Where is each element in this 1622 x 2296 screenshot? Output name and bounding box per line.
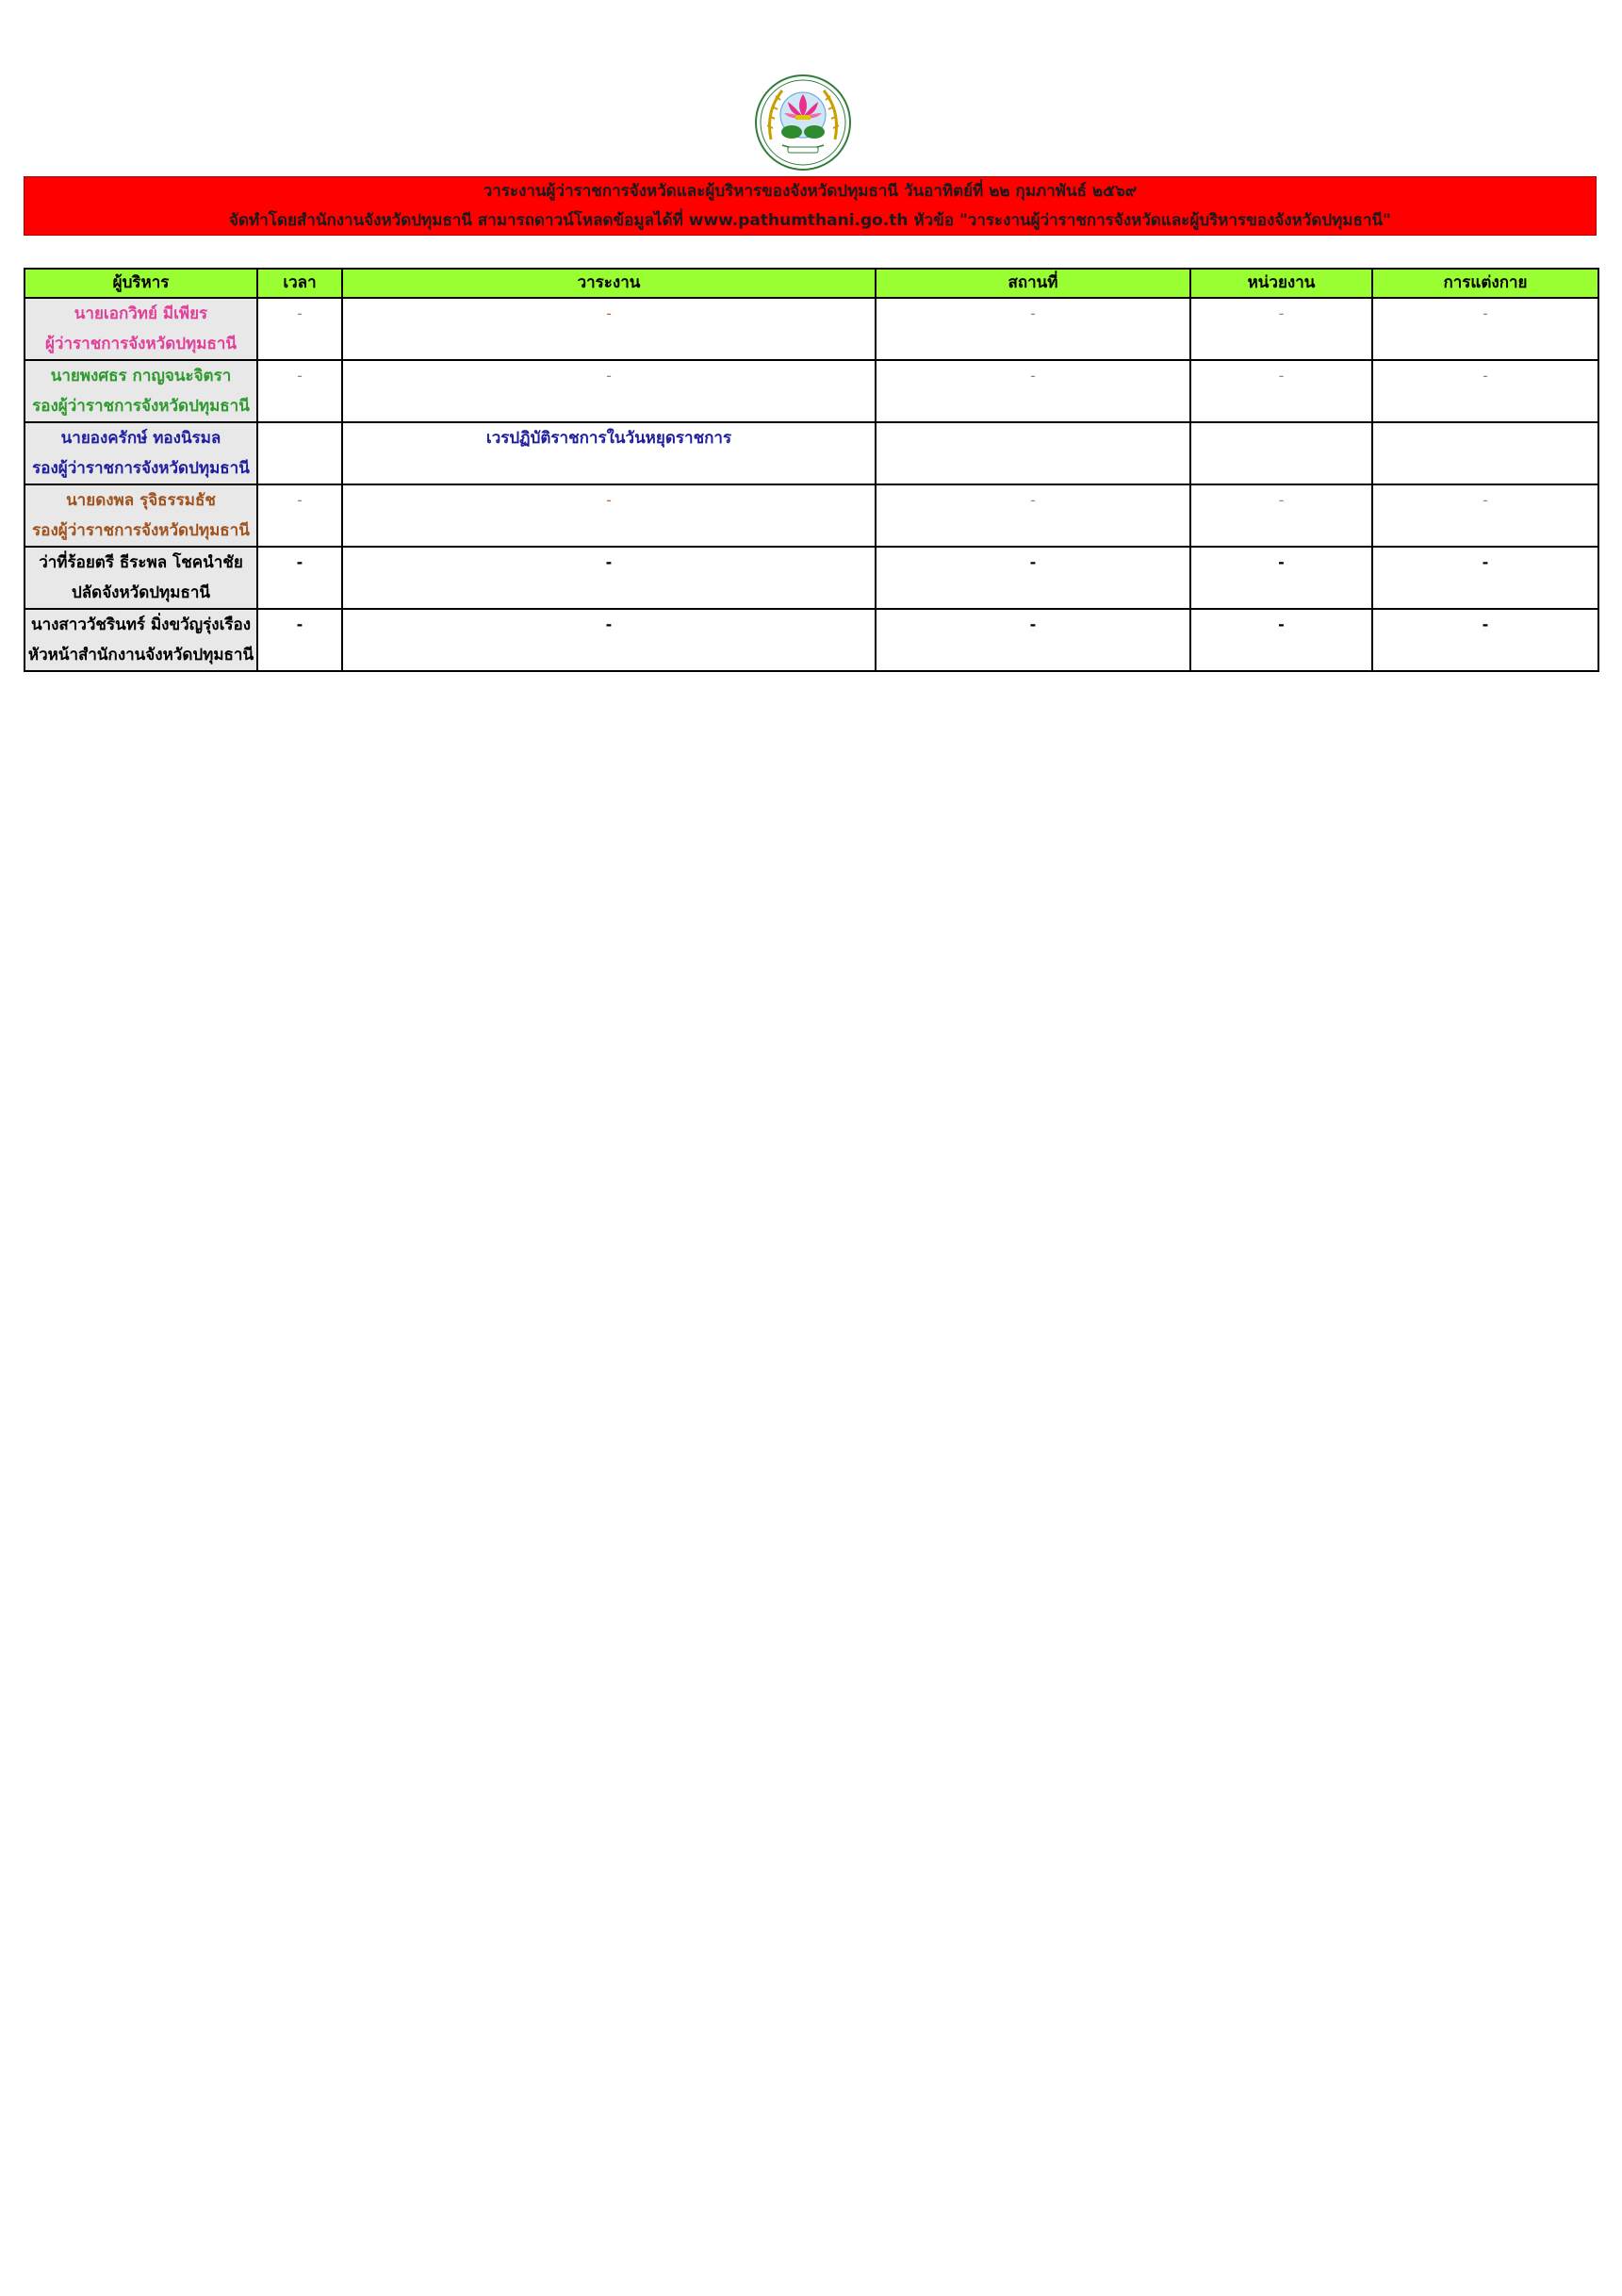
time-cell: - [257,609,342,671]
agenda-cell: - [342,360,876,422]
place-cell: - [876,360,1190,422]
agency-cell: - [1190,360,1372,422]
time-cell: - [257,547,342,609]
header-banner [24,176,1597,236]
dress-cell: - [1372,547,1598,609]
executive-title: หัวหน้าสำนักงานจังหวัดปทุมธานี [27,646,254,664]
column-header-time: เวลา [257,269,342,298]
column-header-dress: การแต่งกาย [1372,269,1598,298]
pathum-thani-seal-icon [754,74,852,172]
place-cell: - [876,609,1190,671]
header-subtitle: จัดทำโดยสำนักงานจังหวัดปทุมธานี สามารถดาวน์โหลดข้อมูลได้ที่ www.pathumthani.go.th หัวข้อ "วาระงานผู้ว่าราชการจังหวัดและผู้บริหารของจังหวัดปทุมธานี" [229,211,1391,230]
column-header-place: สถานที่ [876,269,1190,298]
table-row [25,547,1598,609]
dress-cell: - [1372,360,1598,422]
executive-name: นายดงพล รุจิธรรมธัช [66,491,216,510]
executive-name: นายองครักษ์ ทองนิรมล [60,429,221,448]
column-header-agency: หน่วยงาน [1190,269,1372,298]
executive-cell [25,484,257,547]
dress-cell: - [1372,609,1598,671]
executive-name: ว่าที่ร้อยตรี ธีระพล โชคนำชัย [39,553,243,572]
place-cell: - [876,484,1190,547]
agency-cell: - [1190,298,1372,360]
executive-name: นายเอกวิทย์ มีเพียร [74,304,208,323]
executive-cell [25,609,257,671]
table-row [25,484,1598,547]
agency-cell: - [1190,484,1372,547]
executive-cell [25,547,257,609]
place-cell: - [876,298,1190,360]
executive-cell [25,422,257,484]
column-header-agenda: วาระงาน [342,269,876,298]
time-cell [257,422,342,484]
agency-cell: - [1190,609,1372,671]
executive-title: รองผู้ว่าราชการจังหวัดปทุมธานี [32,521,250,540]
executive-title: รองผู้ว่าราชการจังหวัดปทุมธานี [32,459,250,478]
time-cell: - [257,484,342,547]
time-cell: - [257,298,342,360]
agenda-cell: - [342,298,876,360]
column-header-executive: ผู้บริหาร [25,269,257,298]
table-row [25,609,1598,671]
executive-title: รองผู้ว่าราชการจังหวัดปทุมธานี [32,397,250,416]
dress-cell: - [1372,484,1598,547]
executive-name: นางสาววัชรินทร์ มิ่งขวัญรุ่งเรือง [30,615,252,634]
table-header-row [25,269,1598,298]
place-cell [876,422,1190,484]
dress-cell: - [1372,298,1598,360]
executive-title: ผู้ว่าราชการจังหวัดปทุมธานี [44,335,238,353]
agenda-cell: - [342,547,876,609]
executive-name: นายพงศธร กาญจนะจิตรา [50,367,232,385]
agenda-cell: เวรปฏิบัติราชการในวันหยุดราชการ [342,422,876,484]
header-title: วาระงานผู้ว่าราชการจังหวัดและผู้บริหารของจังหวัดปทุมธานี วันอาทิตย์ที่ ๒๒ กุมภาพันธ์ ๒๕๖๙ [483,182,1138,201]
dress-cell [1372,422,1598,484]
agency-cell: - [1190,547,1372,609]
agenda-cell: - [342,609,876,671]
table-row [25,298,1598,360]
agenda-cell: - [342,484,876,547]
executive-cell [25,298,257,360]
executive-title: ปลัดจังหวัดปทุมธานี [71,583,211,602]
place-cell: - [876,547,1190,609]
schedule-table [24,268,1599,672]
table-row [25,422,1598,484]
time-cell: - [257,360,342,422]
table-row [25,360,1598,422]
executive-cell [25,360,257,422]
agency-cell [1190,422,1372,484]
